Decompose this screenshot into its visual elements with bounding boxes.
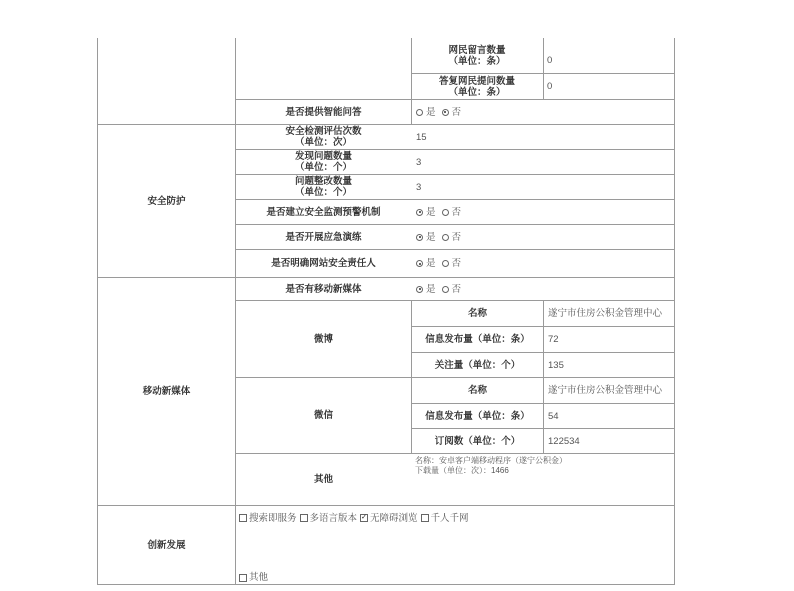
reply-count-value: 0	[547, 81, 553, 92]
radio-no[interactable]: 否	[442, 284, 462, 295]
checkbox-accessibility[interactable]: ✓ 无障碍浏览	[360, 513, 418, 524]
innovation-options	[236, 511, 677, 525]
wechat-sub-value: 122534	[548, 435, 580, 447]
reply-count-label: 答复网民提问数量 （单位：条）	[438, 75, 515, 98]
radio-no[interactable]: 否	[442, 258, 462, 269]
wechat-name-label: 名称	[467, 385, 487, 396]
radio-yes[interactable]: 是	[416, 258, 436, 269]
innovation-other	[236, 571, 439, 584]
security-section-label: 安全防护	[147, 195, 186, 207]
radio-no[interactable]: 否	[442, 232, 462, 243]
wechat-posts-value: 54	[548, 410, 559, 422]
checkbox-personalized[interactable]: 千人千网	[421, 513, 469, 524]
owner-options	[412, 250, 678, 277]
radio-yes[interactable]: 是	[416, 232, 436, 243]
drill-options	[412, 225, 678, 249]
wechat-label: 微信	[313, 410, 333, 421]
fixed-count-label: 问题整改数量 （单位：个）	[294, 176, 352, 198]
checkbox-search-service[interactable]: 搜索即服务	[239, 513, 297, 524]
msg-count-label: 网民留言数量 （单位：条）	[448, 44, 506, 67]
found-count-label: 发现问题数量 （单位：个）	[294, 151, 352, 173]
eval-count-label: 安全检测评估次数 （单位：次）	[285, 126, 362, 148]
radio-yes[interactable]: 是	[416, 284, 436, 295]
radio-yes[interactable]: 是	[416, 107, 436, 118]
radio-no[interactable]: 否	[442, 107, 462, 118]
smart-qa-options	[412, 100, 678, 124]
weibo-follow-label: 关注量（单位：个）	[434, 359, 521, 371]
eval-count-value: 15	[416, 131, 427, 143]
wechat-posts-label: 信息发布量（单位：条）	[425, 410, 530, 422]
owner-label: 是否明确网站安全责任人	[271, 258, 376, 269]
weibo-name-label: 名称	[467, 308, 487, 319]
wechat-sub-label: 订阅数（单位：个）	[434, 435, 521, 447]
checkbox-multi-language[interactable]: 多语言版本	[300, 513, 358, 524]
found-count-value: 3	[416, 156, 422, 168]
fixed-count-value: 3	[416, 181, 422, 193]
weibo-follow-value: 135	[548, 359, 564, 371]
report-table	[97, 38, 675, 585]
weibo-posts-value: 72	[548, 334, 559, 345]
monitor-options	[412, 200, 678, 224]
drill-label: 是否开展应急演练	[285, 231, 362, 243]
has-mobile-options	[412, 278, 678, 300]
radio-yes[interactable]: 是	[416, 207, 436, 218]
monitor-label: 是否建立安全监测预警机制	[266, 206, 381, 218]
checkbox-other[interactable]: 其他	[239, 572, 268, 583]
has-mobile-label: 是否有移动新媒体	[285, 283, 362, 295]
other-media-label: 其他	[313, 474, 333, 485]
msg-count-value: 0	[547, 55, 553, 66]
mobile-section-label: 移动新媒体	[142, 386, 191, 397]
other-media-detail: 名称：安卓客户端移动程序（遂宁公积金） 下载量（单位：次）：1466	[415, 456, 567, 475]
weibo-posts-label: 信息发布量（单位：条）	[425, 334, 530, 345]
weibo-label: 微博	[313, 333, 333, 345]
weibo-name-value: 遂宁市住房公积金管理中心	[548, 308, 663, 319]
innovation-section-label: 创新发展	[147, 539, 186, 551]
radio-no[interactable]: 否	[442, 207, 462, 218]
smart-qa-label: 是否提供智能问答	[285, 106, 362, 118]
wechat-name-value: 遂宁市住房公积金管理中心	[548, 385, 663, 396]
